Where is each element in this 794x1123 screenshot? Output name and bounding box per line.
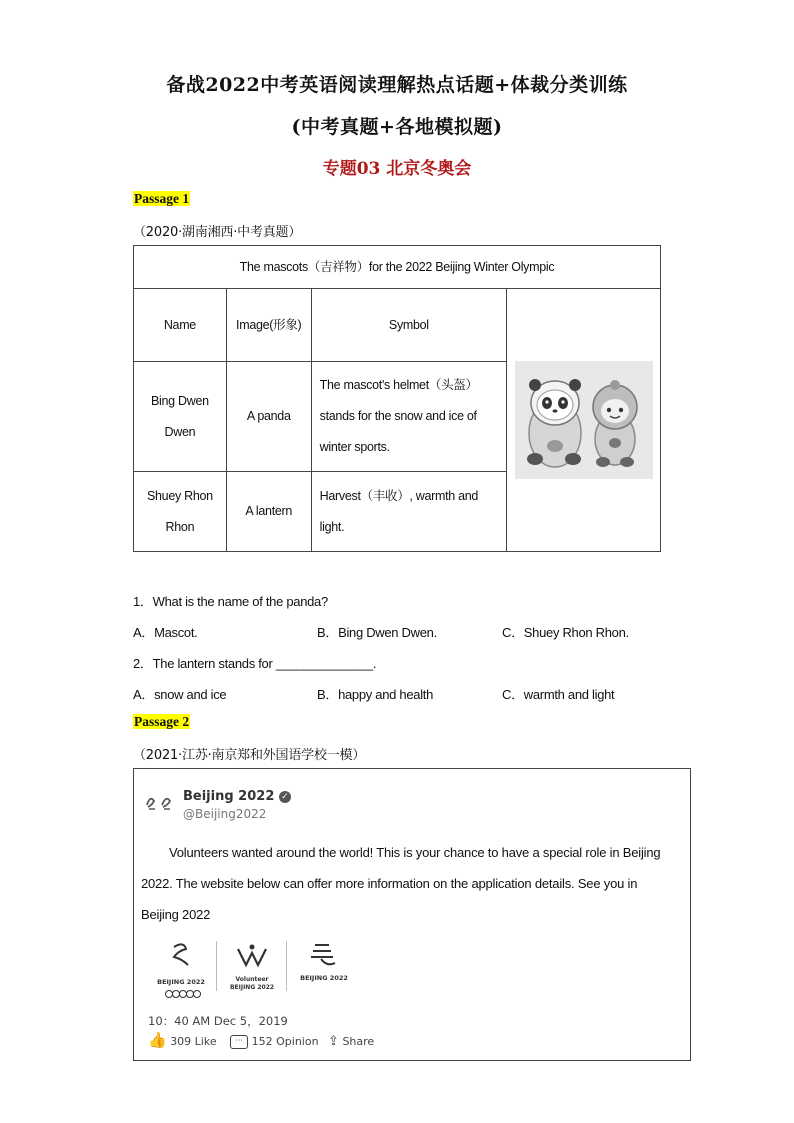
passage-1-source: （2020·湖南湘西·中考真题） [133,225,302,240]
like-button[interactable]: 👍 309 Like [148,1031,217,1049]
question-1-option-c: C．Shuey Rhon Rhon. [502,625,629,640]
share-button[interactable]: ⇪ Share [328,1034,375,1049]
topic-heading: 专题03 北京冬奥会 [322,159,472,179]
question-1-option-b: B．Bing Dwen Dwen. [317,625,437,640]
passage-2-label: Passage 2 [134,714,190,729]
row-2-image: A lantern [226,472,311,552]
thumbs-up-icon: 👍 [148,1031,167,1049]
question-2-option-b: B．happy and health [317,687,434,702]
page-subtitle: (中考真题+各地模拟题) [291,116,503,138]
row-1-image: A panda [226,362,311,472]
account-handle: @Beijing2022 [183,807,267,821]
row-2-name: Shuey Rhon Rhon [134,472,227,552]
opinion-button[interactable]: ··· 152 Opinion [230,1035,322,1048]
mascot-photo [515,361,653,479]
row-1-name: Bing Dwen Dwen [134,362,227,472]
question-1-stem: 1．What is the name of the panda? [133,594,328,609]
row-1-symbol: The mascot's helmet（头盔）stands for the snow and ice of winter sports. [311,362,506,472]
paralympic-logo: BEIJING 2022 [292,941,356,982]
beijing-2022-avatar-icon [144,793,174,816]
logo-row [154,941,364,1001]
share-icon: ⇪ [328,1034,339,1049]
volunteer-logo: Volunteer BEIJING 2022 [222,943,282,992]
question-1-option-a: A．Mascot. [133,625,198,640]
row-2-symbol: Harvest（丰收）, warmth and light. [311,472,506,552]
olympic-logo: BEIJING 2022 [154,941,208,1004]
passage-1-label: Passage 1 [134,191,190,206]
bing-dwen-dwen-illustration [527,379,581,467]
post-actions [148,1031,374,1049]
mascot-photo-cell [507,289,661,552]
comment-icon: ··· [230,1035,248,1049]
social-post-card [133,768,691,1061]
account-name: Beijing 2022 ✓ [183,789,291,804]
header-name: Name [134,289,227,362]
verified-badge-icon: ✓ [279,791,291,803]
question-2-stem: 2．The lantern stands for ______________. [133,656,377,671]
header-image: Image(形象) [226,289,311,362]
page-title: 备战2022中考英语阅读理解热点话题+体裁分类训练 [166,74,628,96]
header-symbol: Symbol [311,289,506,362]
shuey-rhon-rhon-illustration [593,380,637,467]
mascot-table [133,245,661,552]
question-2-option-a: A．snow and ice [133,687,227,702]
table-caption: The mascots（吉祥物）for the 2022 Beijing Winter Olympic [134,246,661,289]
passage-2-source: （2021·江苏·南京郑和外国语学校一模） [133,748,366,763]
post-timestamp: 10：40 AM Dec 5，2019 [148,1014,288,1028]
post-body: Volunteers wanted around the world! This is your chance to have a special role in Beijing 2022. The website below can offer more information on the application details. See you in Beijing 2022 [141,845,661,922]
question-2-option-c: C．warmth and light [502,687,615,702]
